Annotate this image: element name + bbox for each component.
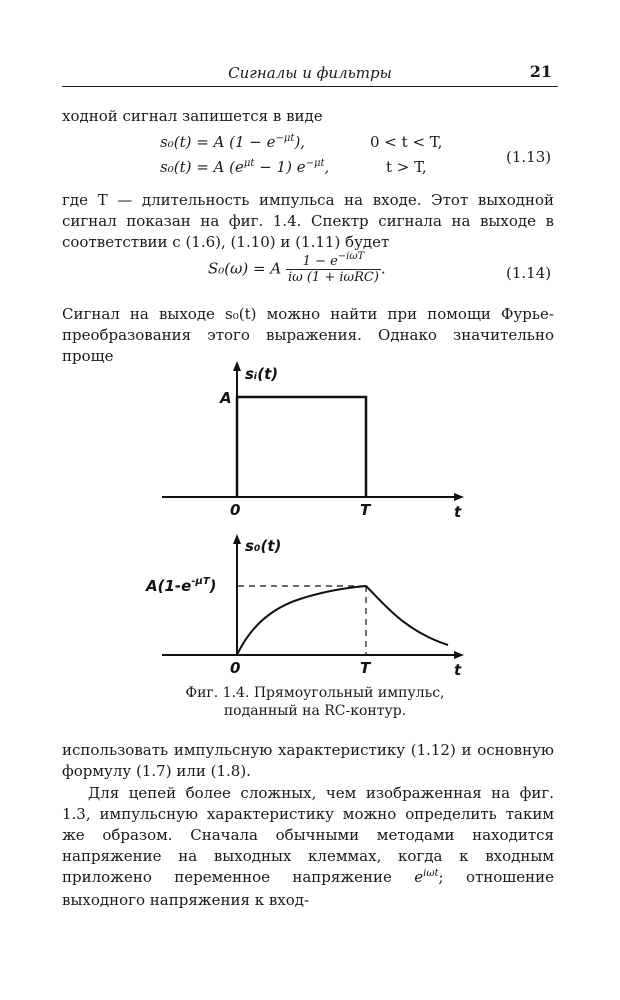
output-signal-curve — [237, 586, 448, 655]
bottom-origin-label: 0 — [230, 659, 241, 677]
bottom-level-label: $A(1-e^{-\mu T})$ — [146, 576, 217, 595]
paragraph-spectrum: где T — длительность импульса на входе. Этот выходной сигнал показан на фиг. 1.4. Спектр сигнала на выходе в соответствии с (1.6), (1.10) и (1.11) будет — [62, 191, 554, 251]
top-origin-label: 0 — [230, 501, 241, 519]
figure-1-4 — [0, 355, 620, 715]
fraction: $\frac{1 - e^{-i\omega T}}{\text{iω (1 + iωRC)}}$ — [287, 251, 379, 285]
rectangular-pulse — [237, 397, 366, 497]
figure-caption — [150, 684, 480, 720]
equation-1-13-line-2: s₀(t) = A $(e^{\mu t} - 1)$ $e^{-\mu t}$, — [160, 158, 330, 176]
top-x-arrow — [454, 493, 464, 501]
top-x-axis-label: t — [454, 503, 462, 521]
equation-number-1-13: (1.13) — [506, 148, 552, 166]
equation-number-1-14: (1.14) — [506, 264, 552, 282]
equation-1-14: S₀(ω) = A $\frac{1 - e^{-i\omega T}}{\text{iω (1 + iωRC)}}$ . — [208, 251, 386, 285]
paragraph-intro: ходной сигнал запишется в виде — [62, 107, 323, 125]
header-rule — [62, 86, 558, 87]
page-number: 21 — [529, 62, 552, 81]
caption-line-2: поданный на RC-контур. — [223, 703, 407, 719]
top-y-label: sᵢ(t) — [245, 365, 279, 383]
top-y-arrow — [233, 361, 241, 371]
equation-1-13-cond-2: t > T, — [386, 158, 427, 176]
header-title: Сигналы и фильтры — [228, 64, 392, 82]
equation-1-13-cond-1: 0 < t < T, — [370, 133, 443, 151]
bottom-x-arrow — [454, 651, 464, 659]
running-header — [62, 64, 558, 88]
paragraph-output: Сигнал на выходе s₀(t) можно найти при помощи Фурье-преобразования этого выражения. Однако значительно проще — [62, 305, 554, 365]
caption-line-1: Фиг. 1.4. Прямоугольный импульс, — [185, 685, 445, 701]
top-level-label: A — [220, 389, 232, 407]
top-t-label: T — [360, 501, 371, 519]
bottom-y-label: s₀(t) — [245, 537, 282, 555]
bottom-t-label: T — [360, 659, 371, 677]
bottom-x-axis-label: t — [454, 661, 462, 679]
equation-1-13-line-1: s₀(t) = A $(1 - e^{-\mu t})$, — [160, 133, 306, 151]
paragraph-method: использовать импульсную характеристику (1.12) и основную формулу (1.7) или (1.8). — [62, 741, 554, 780]
paragraph-complex-circuits: Для цепей более сложных, чем изображенная на фиг. 1.3, импульсную характеристику можно определить таким же образом. Сначала обычными методами находится напряжение на выходных клеммах, когда к входным приложено переменное напряжение $e^{i\omega t}$; отношение выходного напряжения к вход- — [62, 784, 555, 909]
bottom-y-arrow — [233, 534, 241, 544]
